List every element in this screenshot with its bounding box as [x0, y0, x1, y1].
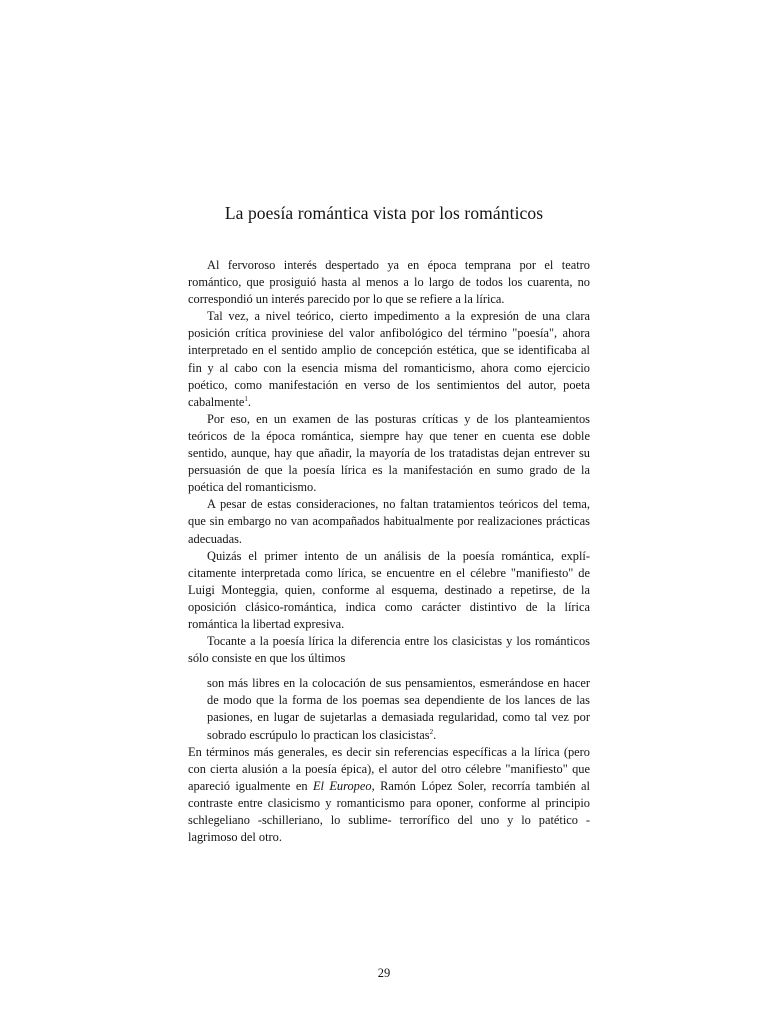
paragraph-closing — [188, 744, 590, 847]
closing-text-after: Ramón López Soler, recorría también al contraste entre clasicismo y romanticismo para oponer, conforme al principio schlegeliano -schilleriano, lo sublime- terrorífico del uno y lo patético -lagrimoso del otro. — [188, 778, 590, 845]
paragraph-1: Al fervoroso interés despertado ya en época temprana por el teatro romántico, que prosiguió hasta al menos a lo largo de todos los cuarenta, no correspondió un interés parecido por lo que se refiere a la lírica. — [188, 258, 590, 307]
journal-title: El Europeo, — [312, 778, 375, 793]
closing-text-before: En términos más generales, es decir sin referencias específicas a la lírica (pero con cierta alusión a la poesía épica), el autor del otro célebre "manifiesto" que apareció igualmente en — [188, 744, 590, 793]
body-text — [188, 257, 590, 846]
footnote-ref-1: 1 — [244, 394, 248, 403]
block-quote: son más libres en la colocación de sus pensamientos, esmerándose en hacer de modo que la forma de los poemas sea dependiente de los lances de las pasiones, en lugar de sujetarlas a demasiada regularidad, como tal vez por sobrado escrúpulo lo practican los clasicistas$^2$. — [207, 676, 590, 742]
paragraph-2-text: Tal vez, a nivel teórico, cierto impedimento a la expresión de una clara posición crítica proviniese del valor anfibológico del término "poesía", ahora interpretado en el sentido amplio de concepción estética, que se identificaba al fin y al cabo con la esencia misma del romanticismo, ahora como ejercicio poético, como manifestación en verso de los sentimientos del autor, poeta cabalmente — [188, 309, 590, 409]
paragraph-4: A pesar de estas consideraciones, no faltan tratamientos teóricos del tema, que sin embargo no van acompañados habitualmente por realizaciones prácticas adecuadas. — [188, 497, 590, 546]
footnote-ref-2: 2 — [429, 727, 434, 736]
chapter-title: La poesía romántica vista por los románticos — [224, 203, 544, 223]
block-quote-text: son más libres en la colocación de sus pensamientos, esmerándose en hacer de modo que la forma de los poemas sea dependiente de los lances de las pasiones, en lugar de sujetarlas a demasiada regularidad, como tal vez por sobrado escrúpulo lo practican los clasicistas — [207, 676, 590, 742]
paragraph-6: Tocante a la poesía lírica la diferencia entre los clasicistas y los románticos sólo consiste en que los últimos — [188, 634, 590, 666]
page-number: 29 — [377, 966, 391, 980]
paragraph-3: Por eso, en un examen de las posturas críticas y de los planteamientos teóricos de la época romántica, siempre hay que tener en cuenta ese doble sentido, aunque, hay que añadir, la mayoría de los tratadistas dejan entrever su persuasión de que la poesía lírica es la manifestación en sumo grado de la poética del romanticismo. — [188, 411, 590, 495]
paragraph-2: Tal vez, a nivel teórico, cierto impedimento a la expresión de una clara posición crítica proviniese del valor anfibológico del término "poesía", ahora interpretado en el sentido amplio de concepción estética, que se identificaba al fin y al cabo con la esencia misma del romanticismo, ahora como ejercicio poético, como manifestación en verso de los sentimientos del autor, poeta cabalmente$^1$. — [188, 309, 590, 409]
paragraph-5: Quizás el primer intento de un análisis de la poesía romántica, explícitamente interpretada como lírica, se encuentre en el célebre "manifiesto" de Luigi Monteggia, quien, conforme al esquema, destinado a repetirse, de la oposición clásico-romántica, indica como carácter distintivo de la lírica romántica la libertad expresiva. — [188, 548, 590, 631]
